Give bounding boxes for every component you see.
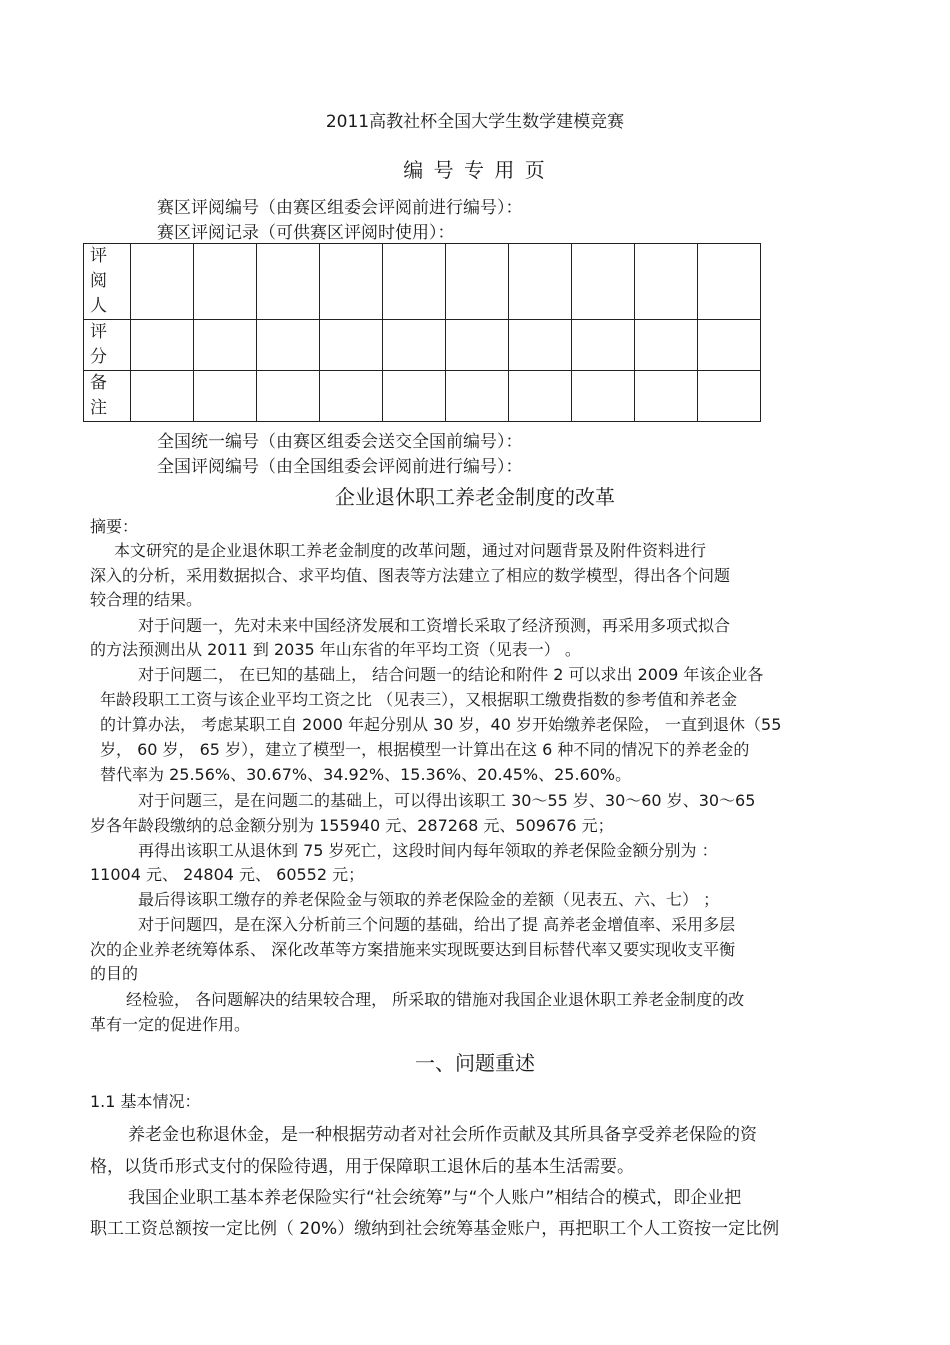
abstract-line: 的计算办法， 考虑某职工自 2000 年起分别从 30 岁，40 岁开始缴养老保险， 一直到退休（55 xyxy=(100,715,782,734)
table-cell[interactable] xyxy=(131,320,194,371)
table-cell[interactable] xyxy=(320,371,383,422)
abstract-line: 深入的分析，采用数据拟合、求平均值、图表等方法建立了相应的数学模型，得出各个问题 xyxy=(90,566,731,585)
regional-record-label: 赛区评阅记录（可供赛区评阅时使用）： xyxy=(157,223,455,243)
abstract-line: 对于问题四，是在深入分析前三个问题的基础，给出了提 高养老金增值率、采用多层 xyxy=(138,915,736,934)
abstract-line: 替代率为 25.56%、30.67%、34.92%、15.36%、20.45%、25.60%。 xyxy=(100,765,632,784)
national-unified-number-label: 全国统一编号（由赛区组委会送交全国前编号）： xyxy=(157,432,523,452)
body-line: 职工工资总额按一定比例（ 20%）缴纳到社会统筹基金账户，再把职工个人工资按一定比例 xyxy=(90,1219,780,1239)
abstract-line: 年龄段职工工资与该企业平均工资之比 （见表三），又根据职工缴费指数的参考值和养老金 xyxy=(100,690,738,709)
abstract-line: 经检验， 各问题解决的结果较合理， 所采取的错施对我国企业退休职工养老金制度的改 xyxy=(126,990,745,1009)
table-cell[interactable] xyxy=(131,244,194,320)
regional-number-label: 赛区评阅编号（由赛区组委会评阅前进行编号）： xyxy=(157,198,523,218)
abstract-line: 岁， 60 岁， 65 岁），建立了模型一，根据模型一计算出在这 6 种不同的情况下的养老金的 xyxy=(100,740,750,759)
table-cell[interactable] xyxy=(572,371,635,422)
table-cell[interactable] xyxy=(257,244,320,320)
table-cell[interactable] xyxy=(635,320,698,371)
page-title: 编 号 专 用 页 xyxy=(403,158,547,182)
table-cell[interactable] xyxy=(572,320,635,371)
table-cell[interactable] xyxy=(194,244,257,320)
table-cell[interactable] xyxy=(320,244,383,320)
abstract-line: 再得出该职工从退休到 75 岁死亡，这段时间内每年领取的养老保险金额分别为 ： xyxy=(138,841,718,860)
table-cell[interactable] xyxy=(320,320,383,371)
subsection-heading: 1.1 基本情况： xyxy=(90,1092,201,1111)
abstract-line: 本文研究的是企业退休职工养老金制度的改革问题，通过对问题背景及附件资料进行 xyxy=(114,541,707,560)
row-label-char: 人 xyxy=(90,296,107,316)
abstract-line: 的方法预测出从 2011 到 2035 年山东省的年平均工资（见表一） 。 xyxy=(90,640,581,659)
table-cell[interactable] xyxy=(131,371,194,422)
row-label-char: 评 xyxy=(90,246,107,266)
table-cell[interactable] xyxy=(635,371,698,422)
row-label-char: 分 xyxy=(90,347,107,367)
table-cell[interactable] xyxy=(446,320,509,371)
table-row-score xyxy=(84,320,761,371)
table-cell[interactable] xyxy=(509,320,572,371)
body-line: 养老金也称退休金，是一种根据劳动者对社会所作贡献及其所具备享受养老保险的资 xyxy=(128,1125,757,1145)
abstract-line: 革有一定的促进作用。 xyxy=(90,1015,251,1034)
paper-title: 企业退休职工养老金制度的改革 xyxy=(335,485,615,509)
abstract-line: 对于问题二， 在已知的基础上， 结合问题一的结论和附件 2 可以求出 2009 年该企业各 xyxy=(138,665,764,684)
abstract-line: 较合理的结果。 xyxy=(90,590,203,609)
abstract-line: 岁各年龄段缴纳的总金额分别为 155940 元、287268 元、509676 元； xyxy=(90,816,614,835)
table-cell[interactable] xyxy=(698,320,761,371)
abstract-line: 对于问题一，先对未来中国经济发展和工资增长采取了经济预测，再采用多项式拟合 xyxy=(138,616,731,635)
row-label-reviewer xyxy=(84,244,131,320)
table-row-reviewer xyxy=(84,244,761,320)
row-label-notes xyxy=(84,371,131,422)
national-review-number-label: 全国评阅编号（由全国组委会评阅前进行编号）： xyxy=(157,457,523,477)
row-label-char: 备 xyxy=(90,373,107,393)
table-cell[interactable] xyxy=(509,371,572,422)
table-cell[interactable] xyxy=(446,371,509,422)
table-cell[interactable] xyxy=(698,244,761,320)
table-cell[interactable] xyxy=(383,371,446,422)
abstract-line: 最后得该职工缴存的养老保险金与领取的养老保险金的差额（见表五、六、七） ； xyxy=(138,890,720,909)
table-cell[interactable] xyxy=(194,371,257,422)
table-cell[interactable] xyxy=(572,244,635,320)
body-line: 格，以货币形式支付的保险待遇，用于保障职工退休后的基本生活需要。 xyxy=(90,1157,634,1177)
table-cell[interactable] xyxy=(257,371,320,422)
abstract-line: 11004 元、 24804 元、 60552 元； xyxy=(90,865,365,884)
abstract-label: 摘要： xyxy=(90,517,139,536)
row-label-char: 评 xyxy=(90,322,107,342)
table-row-notes xyxy=(84,371,761,422)
table-cell[interactable] xyxy=(446,244,509,320)
review-record-table xyxy=(83,243,761,422)
table-cell[interactable] xyxy=(698,371,761,422)
table-cell[interactable] xyxy=(383,244,446,320)
competition-title: 2011高教社杯全国大学生数学建模竞赛 xyxy=(325,112,625,132)
abstract-line: 对于问题三，是在问题二的基础上，可以得出该职工 30～55 岁、30～60 岁、30～65 xyxy=(138,791,756,810)
row-label-char: 注 xyxy=(90,398,107,418)
table-cell[interactable] xyxy=(509,244,572,320)
section-heading: 一、问题重述 xyxy=(415,1051,535,1075)
abstract-line: 的目的 xyxy=(90,964,139,983)
row-label-score xyxy=(84,320,131,371)
abstract-line: 次的企业养老统筹体系、 深化改革等方案措施来实现既要达到目标替代率又要实现收支平衡 xyxy=(90,940,736,959)
table-cell[interactable] xyxy=(383,320,446,371)
row-label-char: 阅 xyxy=(90,271,107,291)
table-cell[interactable] xyxy=(257,320,320,371)
body-line: 我国企业职工基本养老保险实行“社会统筹”与“个人账户”相结合的模式，即企业把 xyxy=(128,1188,742,1208)
table-cell[interactable] xyxy=(194,320,257,371)
table-cell[interactable] xyxy=(635,244,698,320)
